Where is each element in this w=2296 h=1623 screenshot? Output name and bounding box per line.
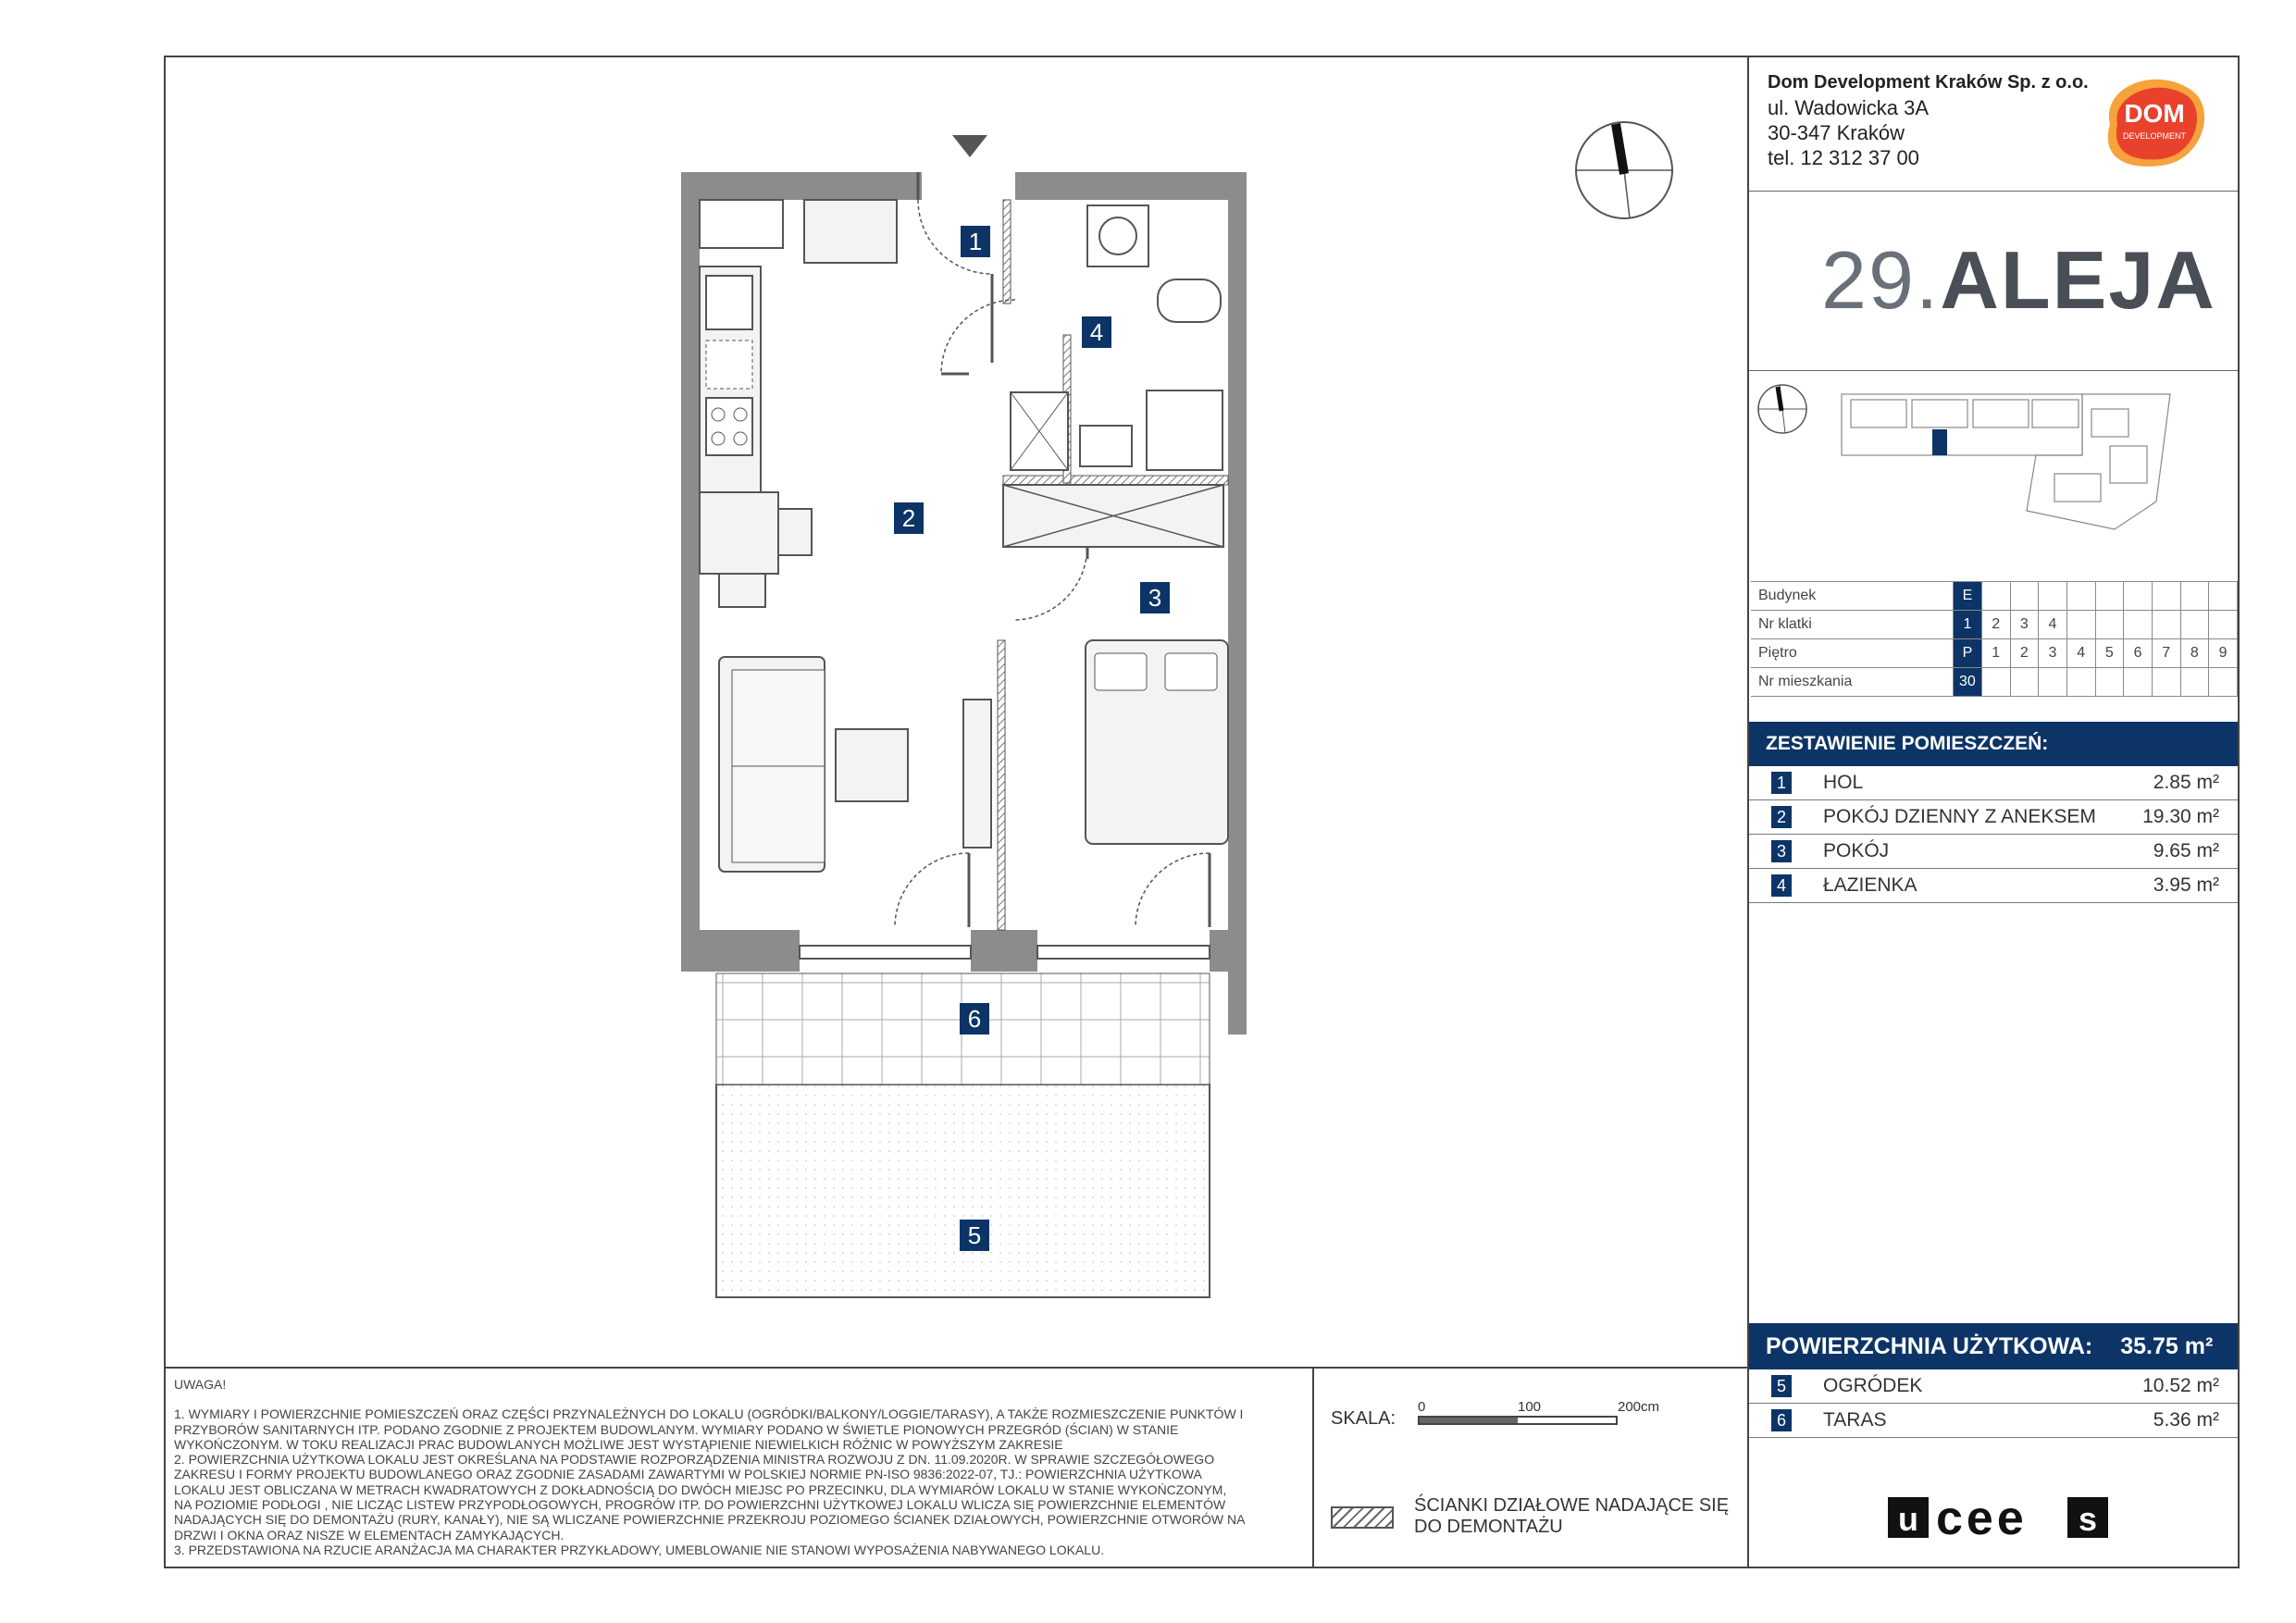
extra-row bbox=[1749, 1404, 2238, 1438]
room-label: 5 bbox=[967, 1221, 982, 1249]
room-label: 6 bbox=[967, 1005, 982, 1033]
total-label: POWIERZCHNIA UŻYTKOWA: bbox=[1766, 1333, 2093, 1359]
room-area: 2.85 m² bbox=[2153, 772, 2219, 793]
room-row bbox=[1749, 835, 2238, 869]
notes-line: DRZWI I OKNA ORAZ NISZE W ELEMENTACH ZAMYKAJĄCYCH. bbox=[174, 1527, 565, 1542]
scale-label: SKALA: bbox=[1331, 1408, 1396, 1429]
pietro-cell: P bbox=[1954, 639, 1982, 668]
svg-text:u: u bbox=[1898, 1500, 1918, 1538]
window-bedroom bbox=[1037, 946, 1210, 959]
room-label: 1 bbox=[968, 228, 983, 255]
company-info bbox=[1768, 70, 2089, 170]
pietro-cell: 2 bbox=[2010, 639, 2039, 668]
pietro-label: Piętro bbox=[1751, 639, 1954, 668]
room-number: 4 bbox=[1771, 874, 1792, 897]
svg-text:cee: cee bbox=[1936, 1492, 2028, 1545]
extra-number: 5 bbox=[1771, 1375, 1792, 1397]
klatka-cell: 4 bbox=[2039, 611, 2067, 639]
pietro-cell: 6 bbox=[2124, 639, 2153, 668]
room-name: POKÓJ DZIENNY Z ANEKSEM bbox=[1823, 806, 2096, 827]
project-logo-number: 29. bbox=[1821, 234, 1941, 326]
extra-number: 6 bbox=[1771, 1409, 1792, 1431]
compass-icon bbox=[1576, 122, 1672, 218]
room-name: HOL bbox=[1823, 772, 1864, 793]
partition-bedroom bbox=[998, 640, 1005, 930]
entrance-arrow bbox=[952, 135, 987, 157]
mieszkanie-value: 30 bbox=[1954, 668, 1982, 697]
scale-divider bbox=[1312, 1367, 1314, 1568]
room-area: 19.30 m² bbox=[2142, 806, 2219, 827]
room-row bbox=[1749, 869, 2238, 903]
svg-text:DEVELOPMENT: DEVELOPMENT bbox=[2122, 131, 2187, 141]
ucees-logo bbox=[1888, 1480, 2110, 1545]
budynek-label: Budynek bbox=[1751, 582, 1954, 611]
extra-area: 5.36 m² bbox=[2153, 1409, 2219, 1431]
demolish-legend bbox=[1414, 1495, 1729, 1538]
extra-area: 10.52 m² bbox=[2142, 1375, 2219, 1396]
room-area: 3.95 m² bbox=[2153, 874, 2219, 896]
notes bbox=[174, 1377, 1303, 1557]
scale-bar bbox=[1418, 1416, 1618, 1425]
notes-line: PRZYBORÓW SANITARNYCH ITP. PODANO ZGODNIE Z PROJEKTEM BUDOWLANYM. WYMIARY PODANO W ŚWIETLE PIONOWYCH PRZEGRÓD (ŚCIAN) W STANIE bbox=[174, 1421, 1179, 1437]
usable-area-total bbox=[1749, 1323, 2238, 1369]
company-city: 30-347 Kraków bbox=[1768, 121, 1905, 144]
hatch-legend-swatch bbox=[1331, 1506, 1394, 1529]
room-label: 3 bbox=[1148, 584, 1162, 612]
site-plan-thumbnail bbox=[1749, 372, 2238, 548]
company-phone: tel. 12 312 37 00 bbox=[1768, 146, 1919, 169]
notes-line: 2. POWIERZCHNIA UŻYTKOWA LOKALU JEST OKREŚLANA NA PODSTAWIE ROZPORZĄDZENIA MINISTRA ROZWOJU Z DN. 11.09.2020R. W SPRAWIE SZCZEGÓŁOWEGO bbox=[174, 1452, 1215, 1468]
notes-title: UWAGA! bbox=[174, 1377, 227, 1392]
toilet bbox=[1158, 279, 1221, 322]
stove bbox=[706, 398, 752, 455]
row-klatka bbox=[1751, 611, 2238, 639]
scale-tick: 100 bbox=[1518, 1399, 1542, 1415]
svg-text:s: s bbox=[2078, 1500, 2098, 1538]
room-number: 1 bbox=[1771, 772, 1792, 794]
dom-development-logo bbox=[2091, 68, 2214, 172]
pietro-cell: 5 bbox=[2095, 639, 2124, 668]
floor-plan bbox=[166, 57, 1748, 1367]
partition-bath-bottom bbox=[1003, 476, 1228, 485]
notes-line: 3. PRZEDSTAWIONA NA RZUCIE ARANŻACJA MA CHARAKTER PRZYKŁADOWY, UMEBLOWANIE NIE STANOWI WYPOSAŻENIA NABYWANEGO LOKALU. bbox=[174, 1542, 1105, 1557]
klatka-cell: 3 bbox=[2010, 611, 2039, 639]
coffee-table bbox=[836, 729, 908, 801]
notes-line: NADAJĄCYCH SIĘ DO DEMONTAŻU (RURY, KANAŁY), NIE SĄ WLICZANE POWIERZCHNIE PRZEKROJU POZIOMEGO ŚCIANEK DZIAŁOWYCH, POWIERZCHNIE OTWORÓW NA bbox=[174, 1512, 1246, 1528]
extra-row bbox=[1749, 1369, 2238, 1404]
pietro-cell: 3 bbox=[2039, 639, 2067, 668]
room-row bbox=[1749, 800, 2238, 835]
rooms-header: ZESTAWIENIE POMIESZCZEŃ: bbox=[1749, 722, 2238, 766]
pietro-cell: 4 bbox=[2066, 639, 2095, 668]
extra-name: OGRÓDEK bbox=[1823, 1375, 1923, 1396]
notes-divider bbox=[164, 1367, 1749, 1369]
budynek-value: E bbox=[1954, 582, 1982, 611]
partition-bath-left bbox=[1003, 200, 1011, 304]
project-logo-word: ALEJA bbox=[1940, 234, 2216, 326]
notes-line: NA POZIOMIE PODŁOGI , NIE LICZĄC LISTEW PRZYPODŁOGOWYCH, PROGRÓW ITP. DO POWIERZCHNI UŻYTKOWEJ LOKALU WLICZA SIĘ POWIERZCHNIE ELEMENTÓW bbox=[174, 1497, 1226, 1513]
pietro-cell: 1 bbox=[1981, 639, 2010, 668]
chair bbox=[719, 574, 765, 607]
sidebar bbox=[1749, 57, 2238, 1567]
extra-name: TARAS bbox=[1823, 1409, 1887, 1431]
klatka-cell: 2 bbox=[1981, 611, 2010, 639]
total-value: 35.75 m² bbox=[2120, 1333, 2214, 1359]
klatka-cell: 1 bbox=[1954, 611, 1982, 639]
pietro-cell: 9 bbox=[2209, 639, 2238, 668]
compass-small-icon bbox=[1758, 385, 1806, 433]
demolish-line: DO DEMONTAŻU bbox=[1414, 1517, 1563, 1537]
divider bbox=[1749, 370, 2238, 371]
bath-cabinet bbox=[1147, 390, 1222, 470]
chair bbox=[778, 509, 812, 555]
row-pietro bbox=[1751, 639, 2238, 668]
fridge bbox=[804, 200, 897, 263]
project-logo bbox=[1821, 233, 2216, 328]
divider bbox=[1749, 191, 2238, 192]
washing-machine bbox=[1087, 205, 1148, 266]
tv-cabinet bbox=[963, 700, 991, 848]
room-row bbox=[1749, 766, 2238, 800]
scale-tick: 0 bbox=[1418, 1399, 1426, 1415]
row-budynek bbox=[1751, 582, 2238, 611]
room-label: 2 bbox=[901, 504, 916, 532]
room-number: 3 bbox=[1771, 840, 1792, 862]
location-table bbox=[1751, 581, 2238, 697]
apartment-highlight bbox=[1932, 429, 1947, 455]
sink bbox=[706, 276, 752, 329]
pietro-cell: 8 bbox=[2180, 639, 2209, 668]
pietro-cell: 7 bbox=[2152, 639, 2180, 668]
notes-line: WYKOŃCZONYM. W TOKU REALIZACJI PRAC BUDOWLANYCH MOŻLIWE JEST WYSTĄPIENIE NIEWIELKICH RÓŻNIC W POWYŻSZYM ZAKRESIE bbox=[174, 1436, 1063, 1452]
klatka-label: Nr klatki bbox=[1751, 611, 1954, 639]
notes-line: ZAKRESU I FORMY PROJEKTU BUDOWLANEGO ORAZ ZGODNIE ZASADAMI ZAWARTYMI W POLSKIEJ NORMIE PN-ISO 9836:2022-07, TJ.: POWIERZCHNIA UŻYTKOWA bbox=[174, 1467, 1202, 1482]
room-label: 4 bbox=[1089, 318, 1104, 346]
room-name: ŁAZIENKA bbox=[1823, 874, 1917, 896]
room-number: 2 bbox=[1771, 806, 1792, 828]
dining-table bbox=[700, 492, 778, 574]
company-street: ul. Wadowicka 3A bbox=[1768, 96, 1930, 119]
dishwasher bbox=[706, 341, 752, 389]
washbasin bbox=[1080, 426, 1132, 466]
company-name: Dom Development Kraków Sp. z o.o. bbox=[1768, 72, 2089, 93]
scale-tick: 200cm bbox=[1618, 1399, 1660, 1415]
mieszkanie-label: Nr mieszkania bbox=[1751, 668, 1954, 697]
room-name: POKÓJ bbox=[1823, 840, 1890, 861]
svg-text:DOM: DOM bbox=[2124, 99, 2185, 128]
row-mieszkanie bbox=[1751, 668, 2238, 697]
window-living bbox=[800, 946, 971, 959]
garden-area bbox=[716, 1084, 1210, 1297]
room-area: 9.65 m² bbox=[2153, 840, 2219, 861]
notes-line: 1. WYMIARY I POWIERZCHNIE POMIESZCZEŃ ORAZ CZĘŚCI PRZYNALEŻNYCH DO LOKALU (OGRÓDKI/BALKONY/LOGGIE/TARASY), A TAKŻE ROZMIESZCZENIE PUNKTÓW I bbox=[174, 1406, 1244, 1422]
notes-line: LOKALU JEST OBLICZANA W METRACH KWADRATOWYCH Z DOKŁADNOŚCIĄ DO DWÓCH MIEJSC PO PRZECINKU, DLA WYMIARÓW LOKALU W STANIE WYKOŃCZONYM, bbox=[174, 1481, 1227, 1497]
svg-text:ucees: ucees bbox=[1888, 1480, 1928, 1495]
demolish-line: ŚCIANKI DZIAŁOWE NADAJĄCE SIĘ bbox=[1414, 1495, 1730, 1516]
top-cabinet bbox=[700, 200, 783, 248]
